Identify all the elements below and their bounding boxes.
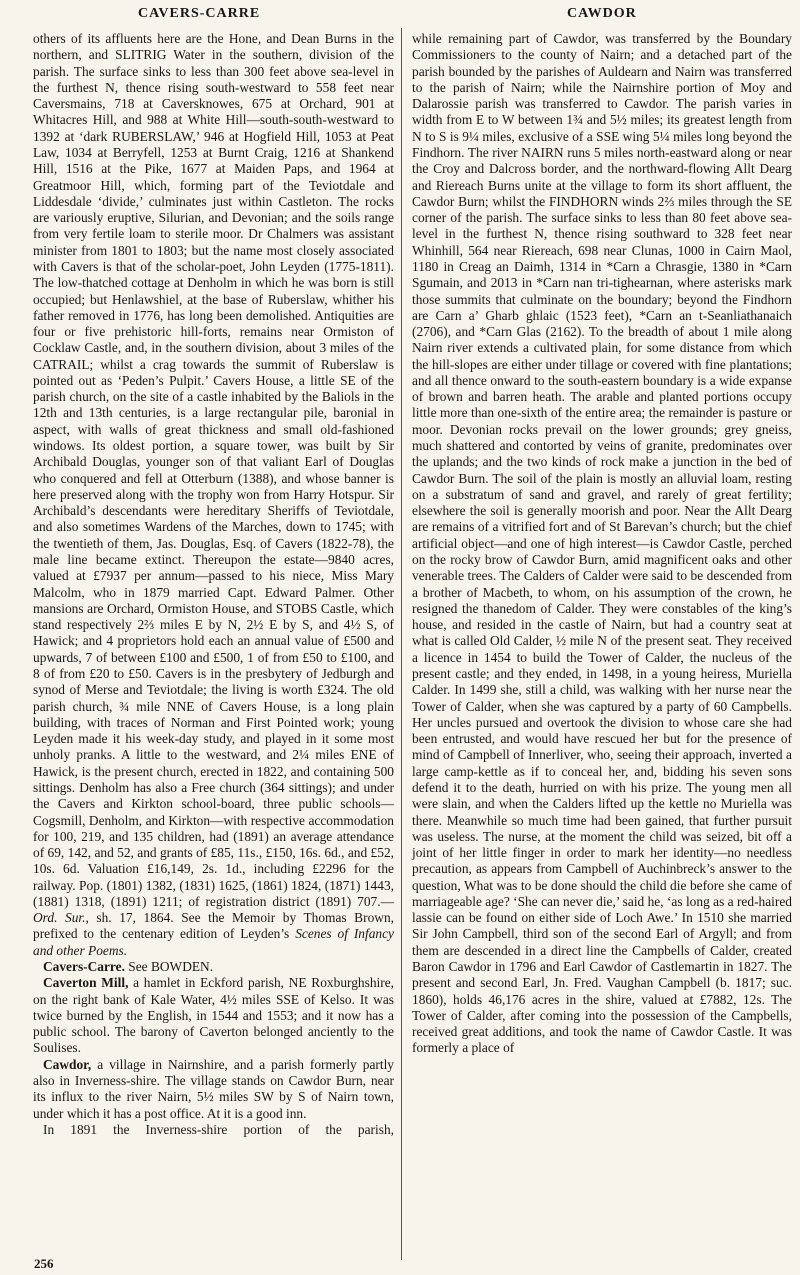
entry-body: See BOWDEN. <box>124 959 214 975</box>
cavers-article-body <box>33 31 394 959</box>
page-number: 256 <box>34 1256 54 1271</box>
entry-cawdor <box>33 1057 394 1122</box>
cawdor-para-2: In 1891 the Inverness-shire portion of the parish, <box>43 1121 394 1137</box>
entry-headword: Cawdor, <box>43 1056 92 1072</box>
entry-body: a village in Nairnshire, and a parish formerly partly also in Inverness-shire. The village stands on Cawdor Burn, near its influx to the river Nairn, 5½ miles SW by S of Nairn town, under which it has a post office. At it is a good inn. <box>33 1056 394 1121</box>
header-left-title: CAVERS-CARRE <box>138 6 261 21</box>
cawdor-article-continuation: while remaining part of Cawdor, was transferred by the Boundary Commissioners to the county of Nairn; and a detached part of the parish bounded by the parishes of Auldearn and Nairn was transferred to the parish of Nairn; while the Nairnshire portion of Moy and Dalarossie parish was transferred to Cawdor. The parish varies in width from E to W between 1¾ and 5½ miles; its greatest length from N to S is 9¼ miles, exclusive of a SSE wing 5¼ miles long beyond the Findhorn. The river NAIRN runs 5 miles north-eastward along or near the Croy and Dalcross border, and the northward-flowing Allt Dearg and Riereach Burns unite at the village to form its short affluent, the Cawdor Burn; whilst the FINDHORN winds 2⅔ miles through the SE corner of the parish. The surface sinks to less than 80 feet above sea-level in the furthest N, thence rising southward to 328 feet near Whinhill, 564 near Riereach, 698 near Clunas, 1000 in Cairn Maol, 1180 in Creag an Daimh, 1314 in *Carn a Chrasgie, 1380 in *Carn Sgumain, and 2013 in *Carn nan tri-tighearnan, where asterisks mark those summits that culminate on the boundary; beyond the Findhorn are Carn a’ Gharb ghlaic (1523 feet), *Carn an t-Seanliathanaich (2706), and *Carn Glas (2162). To the breadth of about 1 mile along Nairn river extends a cultivated plain, for some distance from which the hill-slopes are either under tillage or covered with fine plantations; and all thence onward to the south-eastern boundary is a wide expanse of brown and barren heath. The arable and planted portions occupy little more than one-sixth of the entire area; the remainder is pasture or moor. Devonian rocks prevail on the lower grounds; grey gneiss, much shattered and contorted by veins of granite, predominates over the uplands; and the two kinds of rock make a junction in the bed of Cawdor Burn. The soil of the plain is mostly an alluvial loam, resting on a substratum of sand and gravel, and rarely of great fertility; elsewhere the soil is generally moorish and poor. Near the Allt Dearg are remains of a vitrified fort and of St Barevan’s church; but the chief artificial object—and one of high interest—is Cawdor Castle, perched on the rocky brow of Cawdor Burn, amid magnificent oaks and other venerable trees. The Calders of Calder were said to be descended from a brother of Macbeth, to whom, on his assumption of the crown, he resigned the thanedom of Calder. They were constables of the king’s house, and resided in the castle of Nairn, but had a country seat at what is called Old Calder, ½ mile N of the present seat. They received a licence in 1454 to build the Tower of Calder, the nucleus of the present castle; and they ended, in 1498, in a young heiress, Muriella Calder. In 1499 she, still a child, was walking with her nurse near the Tower of Calder, when she was captured by a party of 60 Campbells. Her uncles pursued and overtook the division to whose care she had been entrusted, and would have rescued her but for the presence of mind of Campbell of Innerliver, who, seeing their approach, inverted a large camp-kettle as if to conceal her, and, bidding his seven sons defend it to the death, hurried on with his prize. The young men all were slain, and when the Calders lifted up the kettle no Muriella was there. Meanwhile so much time had been gained, that further pursuit was useless. The nurse, at the moment the child was seized, bit off a joint of her little finger in order to mark her identity—no needless precaution, as appears from Campbell of Auchinbreck’s answer to the question, What was to be done should the child die before she came of marriageable age? ‘She can never die,’ said he, ‘as long as a red-haired lassie can be found on either side of Loch Awe.’ In 1510 she married Sir John Campbell, third son of the second Earl of Argyll; and from them are descended in a direct line the Campbells of Calder, created Baron Cawdor in 1796 and Earl Cawdor of Castlemartin in 1827. The present and second Earl, Jn. Fred. Vaughan Campbell (b. 1817; suc. 1860), holds 46,176 acres in the shire, valued at £7882, 12s. The Tower of Calder, after coming into the possession of the Campbells, received great additions, and took the name of Cawdor Castle. It was formerly a place of <box>412 31 792 1056</box>
entry-caverton-mill <box>33 975 394 1056</box>
ordnance-survey-cite: Ord. Sur. <box>33 910 86 926</box>
entry-headword: Cavers-Carre. <box>43 959 125 975</box>
cavers-text-tail: , sh. 17, 1864. See the Memoir by Thomas Brown, prefixed to the centenary edition of Leyden’s <box>33 910 394 942</box>
book-title: Scenes of Infancy and other Poems. <box>33 926 394 958</box>
entry-headword: Caverton Mill, <box>43 975 129 991</box>
right-column <box>412 31 792 1057</box>
entry-body: a hamlet in Eckford parish, NE Roxburghshire, on the right bank of Kale Water, 4½ miles SSE of Kelso. It was twice burned by the English, in 1544 and 1553; and it now has a public school. The barony of Caverton belonged anciently to the Soulises. <box>33 975 394 1056</box>
cavers-text: others of its affluents here are the Hone, and Dean Burns in the northern, and SLITRIG Water in the southern, division of the parish. The surface sinks to less than 300 feet above sea-level in the furthest N, thence rising south-westward to 558 feet near Caversmains, 718 at Caversknowes, 675 at Orchard, 901 at Whitacres Hill, and 988 at White Hill—south-south-westward to 1392 at ‘dark RUBERSLAW,’ 946 at Hogfield Hill, 1053 at Peat Law, 1034 at Berryfell, 1253 at Burnt Craig, 1216 at Shankend Hill, 1516 at the Pike, 1677 at Maiden Paps, and 1964 at Greatmoor Hill, which, forming part of the Teviotdale and Liddesdale ‘divide,’ culminates just within Castleton. The rocks are variously eruptive, Silurian, and Devonian; and the soils range from very fertile loam to sterile moor. Dr Chalmers was assistant minister from 1801 to 1803; but the name most closely associated with Cavers is that of the scholar-poet, John Leyden (1775-1811). The low-thatched cottage at Denholm in which he was born is still occupied; but Henlawshiel, at the base of Ruberslaw, whither his father removed in 1776, has long been demolished. Antiquities are four or five prehistoric hill-forts, remains near Ormiston of Cocklaw Castle, and, in the southern division, about 3 miles of the CATRAIL; whilst a crag towards the summit of Ruberslaw is pointed out as ‘Peden’s Pulpit.’ Cavers House, a little SE of the parish church, on the site of a castle inhabited by the Baliols in the 12th and 13th centuries, is a large rectangular pile, baronial in aspect, with walls of great thickness and small old-fashioned windows. Its oldest portion, a square tower, was built by Sir Archibald Douglas, younger son of that valiant Earl of Douglas who conquered and fell at Otterburn (1388), and whose banner is here preserved along with the trophy won from Harry Hotspur. Sir Archibald’s descendants were hereditary Sheriffs of Teviotdale, and also sometimes Wardens of the Marches, down to 1745; with the twentieth of them, Jas. Douglas, Esq. of Cavers (1822-78), the male line became extinct. Thereupon the estate—9840 acres, valued at £7937 per annum—passed to his niece, Miss Mary Malcolm, who in 1879 married Capt. Edward Palmer. Other mansions are Orchard, Ormiston House, and STOBS Castle, which stand respectively 2⅔ miles E by N, 2½ E by S, and 4½ S, of Hawick; and 4 proprietors hold each an annual value of £500 and upwards, 7 of between £100 and £500, 1 of from £50 to £100, and 8 of from £20 to £50. Cavers is in the presbytery of Jedburgh and synod of Merse and Teviotdale; the living is worth £324. The old parish church, ¾ mile NNE of Cavers House, is a long plain building, with traces of Norman and First Pointed work; young Leyden made it his week-day study, and played in it some most unholy pranks. A little to the westward, and 2¼ miles ENE of Hawick, is the present church, erected in 1822, and containing 500 sittings. Denholm has also a Free church (364 sittings); and under the Cavers and Kirkton school-board, three public schools—Cogsmill, Denholm, and Kirkton—with respective accommodation for 100, 219, and 135 children, had (1891) an average attendance of 69, 142, and 52, and grants of £85, 11s., £150, 16s. 6d., and £52, 10s. 6d. Valuation £16,149, 2s. 1d., including £2296 for the railway. Pop. (1801) 1382, (1831) 1625, (1861) 1824, (1871) 1443, (1881) 1318, (1891) 1211; of registration district (1891) 707.— <box>33 31 394 909</box>
entry-cavers-carre <box>33 959 394 975</box>
column-divider <box>401 28 402 1260</box>
header-right-title: CAWDOR <box>567 6 637 21</box>
running-header <box>0 6 800 28</box>
left-column <box>33 31 394 1138</box>
